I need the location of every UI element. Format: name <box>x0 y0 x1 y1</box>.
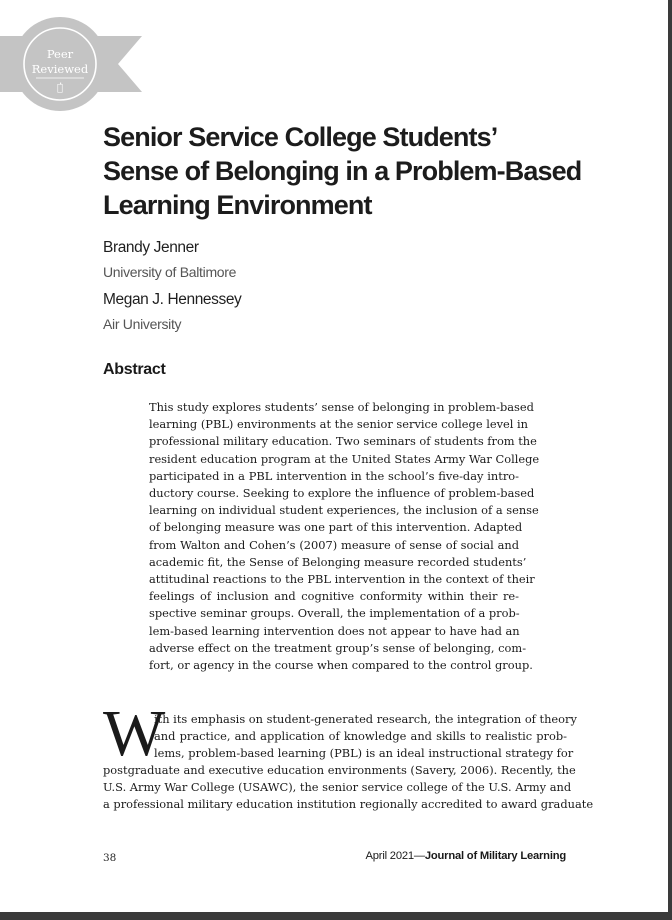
body-line: and practice, and application of knowledge and skills to realistic prob- <box>154 729 567 744</box>
abstract-line: academic fit, the Sense of Belonging measure recorded students’ <box>149 554 527 569</box>
abstract-line: learning on individual student experiences, the inclusion of a sense <box>149 503 539 518</box>
abstract-line: resident education program at the United States Army War College <box>149 451 540 466</box>
body-line: lems, problem-based learning (PBL) is an ideal instructional strategy for <box>154 746 574 761</box>
title-line: Learning Environment <box>103 190 372 220</box>
abstract-line: professional military education. Two seminars of students from the <box>149 434 537 449</box>
badge-text-reviewed: Reviewed <box>31 62 89 76</box>
body-paragraph <box>103 697 594 814</box>
abstract-line: adverse effect on the treatment group’s sense of belonging, com- <box>149 640 527 655</box>
abstract-text <box>149 399 540 674</box>
title-line: Sense of Belonging in a Problem-Based <box>103 156 582 186</box>
abstract-line: attitudinal reactions to the PBL intervention in the context of their <box>149 572 535 587</box>
running-footer <box>366 850 566 862</box>
body-line: U.S. Army War College (USAWC), the senior service college of the U.S. Army and <box>103 780 572 795</box>
badge-ornament-icon: ຬ̓ <box>56 83 64 94</box>
body-line: ith its emphasis on student-generated research, the integration of theory <box>154 712 577 726</box>
author-name: Brandy Jenner <box>103 239 199 256</box>
body-line: postgraduate and executive education environments (Savery, 2006). Recently, the <box>103 763 576 778</box>
page-number: 38 <box>103 852 117 864</box>
footer-issue-date: April 2021— <box>365 850 425 862</box>
footer-journal-name: Journal of Military Learning <box>424 850 566 862</box>
drop-cap: W <box>103 697 166 770</box>
peer-reviewed-badge <box>0 14 142 114</box>
abstract-line: learning (PBL) environments at the senior service college level in <box>149 417 528 432</box>
title-line: Senior Service College Students’ <box>103 122 498 152</box>
abstract-line: fort, or agency in the course when compared to the control group. <box>149 658 533 673</box>
author-affiliation: Air University <box>103 316 182 332</box>
author-name: Megan J. Hennessey <box>103 291 242 308</box>
abstract-line: This study explores students’ sense of belonging in problem-based <box>149 400 534 414</box>
abstract-line: lem-based learning intervention does not appear to have had an <box>149 623 520 638</box>
body-line: a professional military education institution regionally accredited to award graduate <box>103 797 594 812</box>
abstract-line: of belonging measure was one part of this intervention. Adapted <box>149 520 523 535</box>
abstract-line: feelings of inclusion and cognitive conformity within their re- <box>149 589 519 604</box>
abstract-line: from Walton and Cohen’s (2007) measure of sense of social and <box>149 537 519 552</box>
article-title <box>103 120 603 222</box>
abstract-line: spective seminar groups. Overall, the implementation of a prob- <box>149 606 520 621</box>
abstract-heading: Abstract <box>103 361 166 378</box>
author-affiliation: University of Baltimore <box>103 264 237 280</box>
abstract-line: participated in a PBL intervention in the school’s five-day intro- <box>149 468 519 483</box>
badge-text-peer: Peer <box>46 47 74 61</box>
abstract-line: ductory course. Seeking to explore the influence of problem-based <box>149 486 535 501</box>
